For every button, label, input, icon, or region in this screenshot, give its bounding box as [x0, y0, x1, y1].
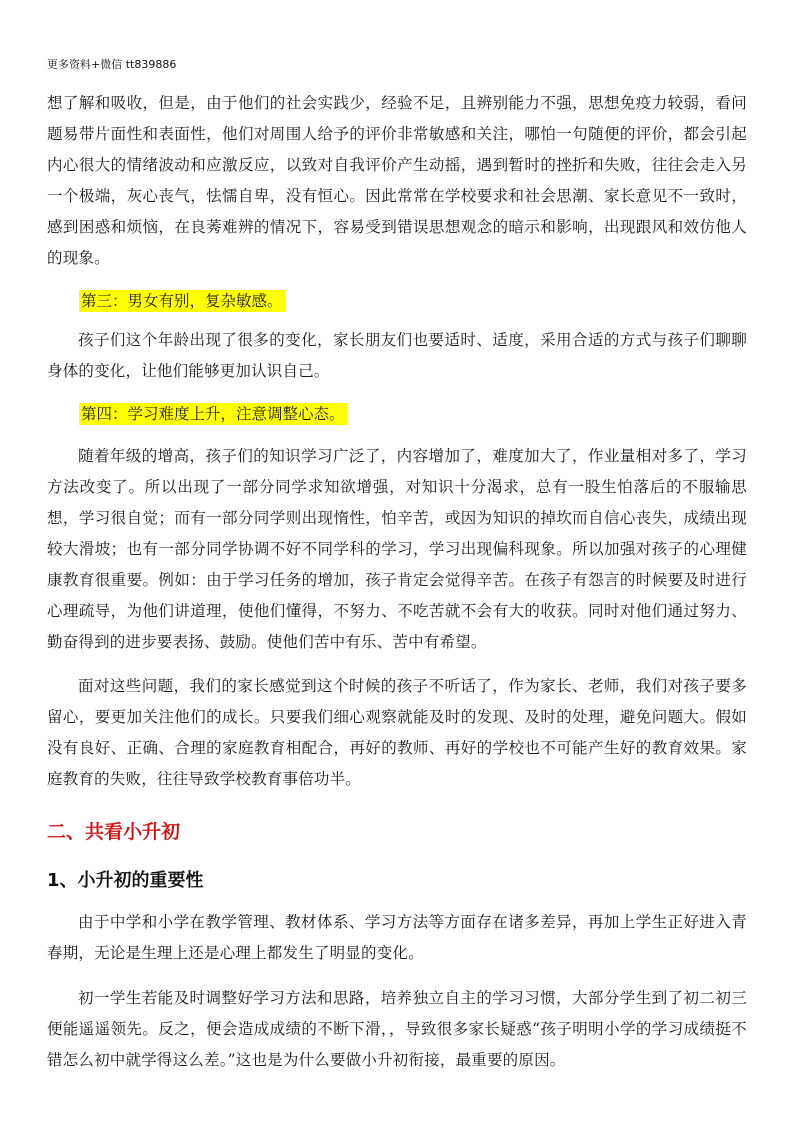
paragraph-3: 随着年级的增高，孩子们的知识学习广泛了，内容增加了，难度加大了，作业量相对多了，学习方法改变了。所以出现了一部分同学求知欲增强，对知识十分渴求，总有一股生怕落后的不服输思想，学习很自觉；而有一部分同学则出现惰性，怕辛苦，或因为知识的掉坎而自信心丧失，成绩出现较大滑坡；也有一部分同学协调不好不同学科的学习，学习出现偏科现象。所以加强对孩子的心理健康教育很重要。例如：由于学习任务的增加，孩子肯定会觉得辛苦。在孩子有怨言的时候要及时进行心理疏导，为他们讲道理，使他们懂得，不努力、不吃苦就不会有大的收获。同时对他们通过努力、勤奋得到的进步要表扬、鼓励。使他们苦中有乐、苦中有希望。 — [47, 447, 747, 651]
paragraph-1: 想了解和吸收，但是，由于他们的社会实践少，经验不足，且辨别能力不强，思想免疫力较弱，看问题易带片面性和表面性，他们对周围人给予的评价非常敏感和关注，哪怕一句随便的评价，都会引起内心很大的情绪波动和应激反应，以致对自我评价产生动摇，遇到暂时的挫折和失败，往往会走入另一个极端，灰心丧气，怯懦自卑，没有恒心。因此常常在学校要求和社会思潮、家长意见不一致时，感到困惑和烦恼，在良莠难辨的情况下，容易受到错误思想观念的暗示和影响，出现跟风和效仿他人的现象。 — [47, 94, 747, 267]
highlight-heading-4: 第四：学习难度上升，注意调整心态。 — [81, 405, 345, 423]
paragraph-6: 初一学生若能及时调整好学习方法和思路，培养独立自主的学习习惯，大部分学生到了初二初三便能遥遥领先。反之，便会造成成绩的不断下滑，，导致很多家长疑惑“孩子明明小学的学习成绩挺不错怎么初中就学得这么差。”这也是为什么要做小升初衔接，最重要的原因。 — [47, 989, 747, 1069]
paragraph-5: 由于中学和小学在教学管理、教材体系、学习方法等方面存在诸多差异，再加上学生正好进入青春期，无论是生理上还是心理上都发生了明显的变化。 — [47, 913, 747, 962]
page-header: 更多资料+微信 tt839886 — [47, 58, 177, 71]
subsection-heading: 1、小升初的重要性 — [47, 870, 204, 891]
paragraph-4: 面对这些问题，我们的家长感觉到这个时候的孩子不听话了，作为家长、老师，我们对孩子要多留心，要更加关注他们的成长。只要我们细心观察就能及时的发现、及时的处理，避免问题大。假如没有良好、正确、合理的家庭教育相配合，再好的教师、再好的学校也不可能产生好的教育效果。家庭教育的失败，往往导致学校教育事倍功半。 — [47, 677, 747, 788]
section-heading: 二、共看小升初 — [47, 821, 181, 843]
paragraph-2: 孩子们这个年龄出现了很多的变化，家长朋友们也要适时、适度，采用合适的方式与孩子们聊聊身体的变化，让他们能够更加认识自己。 — [47, 331, 747, 380]
highlight-heading-3: 第三：男女有别，复杂敏感。 — [81, 292, 283, 310]
